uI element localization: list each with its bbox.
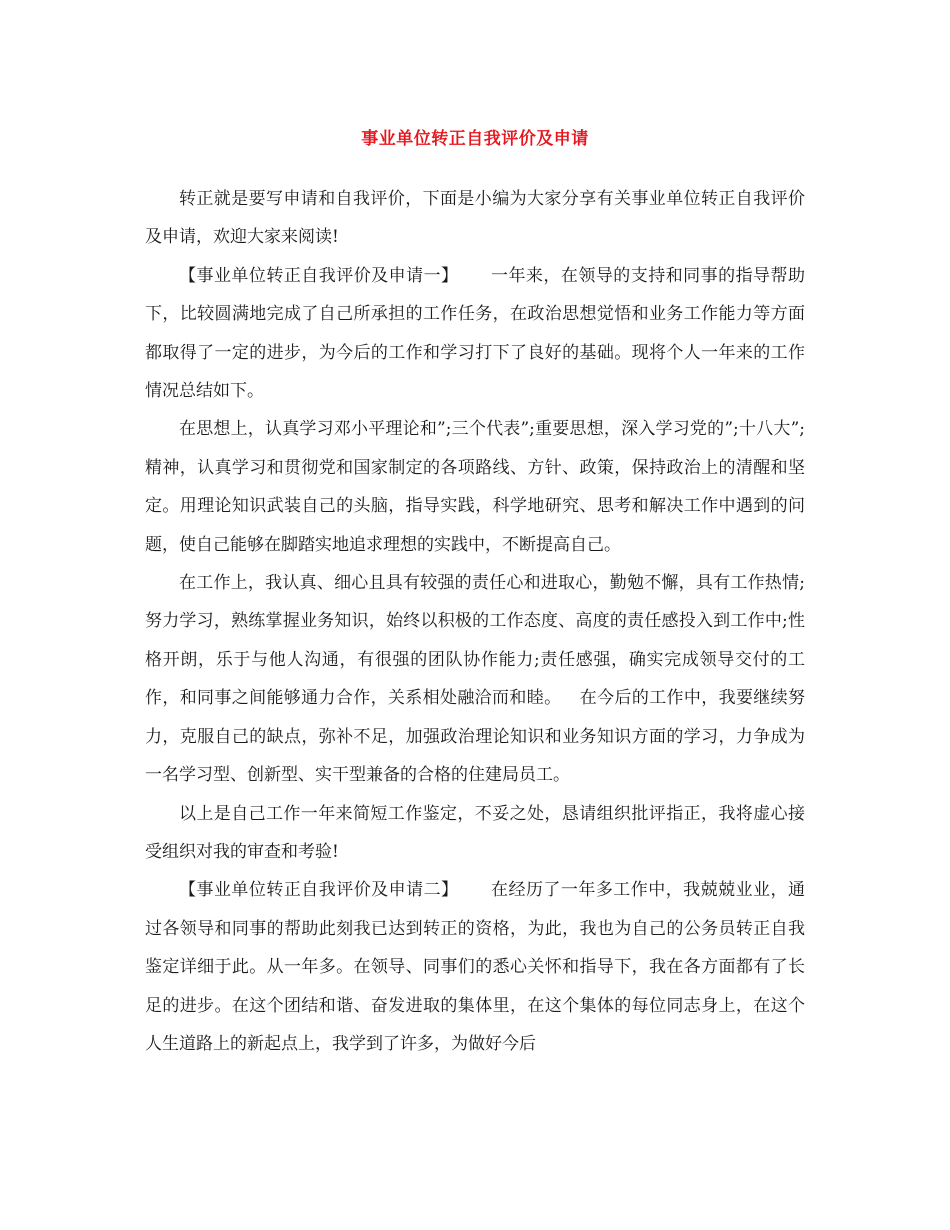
document-title: 事业单位转正自我评价及申请 (361, 129, 589, 149)
work-text: 在工作上，我认真、细心且具有较强的责任心和进取心，勤勉不懈，具有工作热情;努力学习，熟练掌握业务知识，始终以积极的工作态度、高度的责任感投入到工作中;性格开朗，乐于与他人沟通，有很强的团队协作能力;责任感强，确实完成领导交付的工作，和同事之间能够通力合作，关系相处融洽而和睦。 (145, 573, 805, 709)
document-body (145, 180, 805, 1063)
work-paragraph (145, 564, 805, 794)
section1-paragraph (145, 257, 805, 411)
section2-heading: 【事业单位转正自我评价及申请二】 (179, 880, 459, 901)
section2-text: 在经历了一年多工作中，我兢兢业业，通过各领导和同事的帮助此刻我已达到转正的资格，为此，我也为自己的公务员转正自我鉴定详细于此。从一年多。在领导、同事们的悉心关怀和指导下，我在各方面都有了长足的进步。在这个团结和谐、奋发进取的集体里，在这个集体的每位同志身上，在这个人生道路上的新起点上，我学到了许多，为做好今后 (145, 880, 806, 1054)
work-text-continued: 在今后的工作中，我要继续努力，克服自己的缺点，弥补不足，加强政治理论知识和业务知识方面的学习，力争成为一名学习型、创新型、实干型兼备的合格的住建局员工。 (145, 688, 806, 786)
ideology-paragraph: 在思想上，认真学习邓小平理论和”;三个代表”;重要思想，深入学习党的”;十八大”;精神，认真学习和贯彻党和国家制定的各项路线、方针、政策，保持政治上的清醒和坚定。用理论知识武装自己的头脑，指导实践，科学地研究、思考和解决工作中遇到的问题，使自己能够在脚踏实地追求理想的实践中，不断提高自己。 (145, 419, 805, 555)
section1-text: 一年来，在领导的支持和同事的指导帮助下，比较圆满地完成了自己所承担的工作任务，在政治思想觉悟和业务工作能力等方面都取得了一定的进步，为今后的工作和学习打下了良好的基础。现将个人一年来的工作情况总结如下。 (145, 265, 806, 402)
section2-paragraph (145, 871, 805, 1063)
intro-paragraph: 转正就是要写申请和自我评价，下面是小编为大家分享有关事业单位转正自我评价及申请，欢迎大家来阅读! (145, 189, 805, 248)
section1-heading: 【事业单位转正自我评价及申请一】 (179, 265, 459, 286)
closing-paragraph: 以上是自己工作一年来简短工作鉴定，不妥之处，恳请组织批评指正，我将虚心接受组织对我的审查和考验! (145, 803, 805, 862)
